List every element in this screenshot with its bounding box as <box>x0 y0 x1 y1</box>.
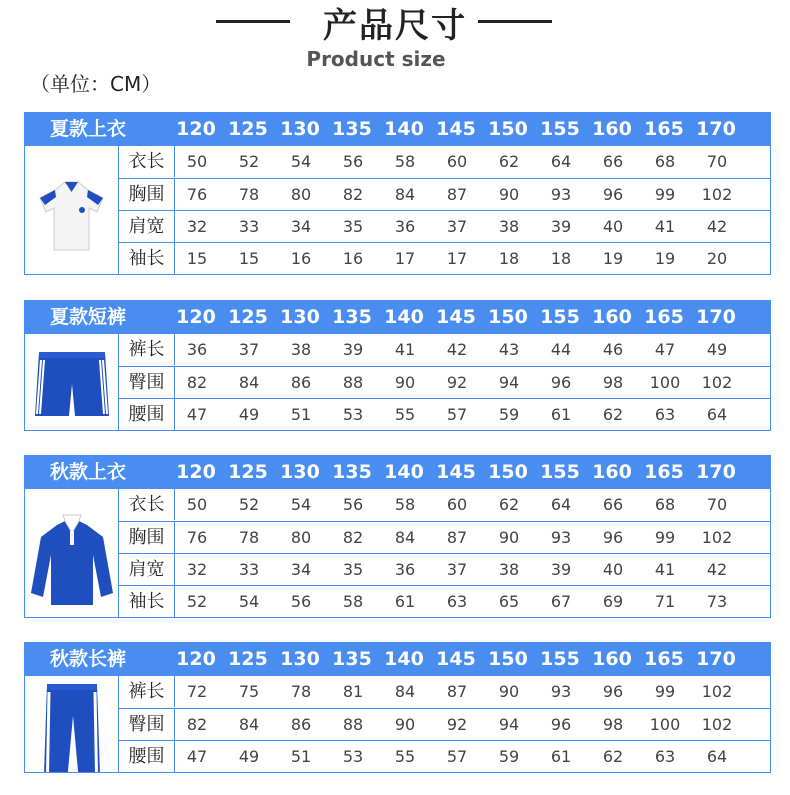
size-header-cell: 155 <box>540 461 580 483</box>
table-cell: 102 <box>701 715 733 734</box>
section-name: 秋款长裤 <box>49 648 126 670</box>
table-cell: 42 <box>706 217 728 236</box>
table-cell: 37 <box>446 560 468 579</box>
table-cell: 19 <box>654 249 676 268</box>
table-cell: 78 <box>238 528 260 547</box>
table-cell: 52 <box>238 152 260 171</box>
table-cell: 40 <box>602 217 624 236</box>
size-header-cell: 120 <box>176 461 216 483</box>
row-label: 肩宽 <box>119 211 175 242</box>
table-cell: 64 <box>550 152 572 171</box>
table-cell: 102 <box>701 528 733 547</box>
table-cell: 54 <box>290 495 312 514</box>
size-header-cell: 165 <box>644 118 684 140</box>
table-cell: 92 <box>446 715 468 734</box>
table-row <box>119 178 770 210</box>
size-header-cell: 130 <box>280 306 320 328</box>
table-cell: 70 <box>706 152 728 171</box>
table-cell: 34 <box>290 560 312 579</box>
row-label: 肩宽 <box>119 554 175 585</box>
size-header-cell: 155 <box>540 648 580 670</box>
table-cell: 70 <box>706 495 728 514</box>
table-cell: 47 <box>186 747 208 766</box>
table-cell: 49 <box>238 405 260 424</box>
table-cell: 58 <box>394 152 416 171</box>
size-header-cell: 160 <box>592 461 632 483</box>
table-cell: 87 <box>446 682 468 701</box>
table-cell: 61 <box>394 592 416 611</box>
row-label: 腰围 <box>119 399 175 430</box>
table-cell: 67 <box>550 592 572 611</box>
table-cell: 43 <box>498 340 520 359</box>
garment-image <box>25 676 119 772</box>
table-cell: 46 <box>602 340 624 359</box>
size-header-cell: 150 <box>488 118 528 140</box>
table-cell: 87 <box>446 528 468 547</box>
table-row <box>119 489 770 520</box>
table-cell: 102 <box>701 373 733 392</box>
size-header-cell: 125 <box>228 461 268 483</box>
table-cell: 58 <box>394 495 416 514</box>
table-cell: 58 <box>342 592 364 611</box>
table-cell: 56 <box>342 152 364 171</box>
table-cell: 59 <box>498 405 520 424</box>
table-cell: 44 <box>550 340 572 359</box>
table-row <box>119 740 770 772</box>
table-cell: 62 <box>602 405 624 424</box>
table-cell: 60 <box>446 495 468 514</box>
table-row <box>119 366 770 398</box>
table-cell: 93 <box>550 528 572 547</box>
table-cell: 96 <box>602 528 624 547</box>
table-cell: 98 <box>602 715 624 734</box>
size-header-cell: 130 <box>280 118 320 140</box>
table-cell: 82 <box>342 528 364 547</box>
table-cell: 38 <box>498 217 520 236</box>
size-header-cell: 145 <box>436 648 476 670</box>
size-header-cell: 155 <box>540 118 580 140</box>
table-cell: 80 <box>290 185 312 204</box>
table-cell: 93 <box>550 682 572 701</box>
unit-note: （单位：CM） <box>30 72 162 96</box>
size-header-cell: 145 <box>436 118 476 140</box>
table-cell: 41 <box>394 340 416 359</box>
size-header-cell: 135 <box>332 306 372 328</box>
size-header-cell: 150 <box>488 648 528 670</box>
page-title: 产品尺寸 <box>323 6 467 46</box>
table-cell: 76 <box>186 528 208 547</box>
table-cell: 100 <box>649 715 681 734</box>
section-header <box>24 642 771 676</box>
size-header-cell: 130 <box>280 461 320 483</box>
table-cell: 17 <box>394 249 416 268</box>
table-cell: 68 <box>654 495 676 514</box>
table-cell: 60 <box>446 152 468 171</box>
table-cell: 94 <box>498 373 520 392</box>
section-table <box>24 676 771 773</box>
table-cell: 88 <box>342 715 364 734</box>
table-cell: 41 <box>654 560 676 579</box>
table-cell: 84 <box>394 185 416 204</box>
table-cell: 16 <box>342 249 364 268</box>
table-cell: 73 <box>706 592 728 611</box>
table-cell: 53 <box>342 747 364 766</box>
size-header-cell: 150 <box>488 461 528 483</box>
size-header-cell: 155 <box>540 306 580 328</box>
table-cell: 64 <box>706 747 728 766</box>
size-header-cell: 170 <box>696 648 736 670</box>
table-cell: 90 <box>498 185 520 204</box>
table-cell: 64 <box>550 495 572 514</box>
size-header-cell: 160 <box>592 118 632 140</box>
table-cell: 53 <box>342 405 364 424</box>
table-cell: 47 <box>654 340 676 359</box>
table-cell: 102 <box>701 682 733 701</box>
size-header-cell: 170 <box>696 118 736 140</box>
size-header-cell: 125 <box>228 306 268 328</box>
table-cell: 18 <box>550 249 572 268</box>
size-header-cell: 145 <box>436 306 476 328</box>
table-cell: 54 <box>238 592 260 611</box>
table-cell: 42 <box>706 560 728 579</box>
table-cell: 62 <box>602 747 624 766</box>
table-cell: 82 <box>186 373 208 392</box>
size-header-cell: 170 <box>696 461 736 483</box>
table-cell: 57 <box>446 747 468 766</box>
table-cell: 86 <box>290 715 312 734</box>
table-cell: 102 <box>701 185 733 204</box>
table-cell: 88 <box>342 373 364 392</box>
table-cell: 84 <box>394 682 416 701</box>
section-table <box>24 489 771 618</box>
size-header-cell: 165 <box>644 461 684 483</box>
table-cell: 41 <box>654 217 676 236</box>
table-cell: 51 <box>290 747 312 766</box>
table-cell: 64 <box>706 405 728 424</box>
table-cell: 92 <box>446 373 468 392</box>
table-cell: 20 <box>706 249 728 268</box>
table-cell: 78 <box>238 185 260 204</box>
size-header-cell: 120 <box>176 306 216 328</box>
size-header-cell: 120 <box>176 648 216 670</box>
table-row <box>119 334 770 365</box>
table-cell: 56 <box>290 592 312 611</box>
table-cell: 37 <box>446 217 468 236</box>
table-cell: 80 <box>290 528 312 547</box>
table-cell: 62 <box>498 495 520 514</box>
page-subtitle: Product size <box>306 47 446 71</box>
size-header-cell: 135 <box>332 118 372 140</box>
table-cell: 59 <box>498 747 520 766</box>
table-cell: 39 <box>550 560 572 579</box>
table-cell: 37 <box>238 340 260 359</box>
row-label: 衣长 <box>119 146 175 177</box>
table-cell: 36 <box>394 217 416 236</box>
row-label: 裤长 <box>119 334 175 365</box>
table-cell: 78 <box>290 682 312 701</box>
table-row <box>119 585 770 617</box>
row-label: 袖长 <box>119 586 175 617</box>
row-label: 臀围 <box>119 367 175 398</box>
size-header-cell: 140 <box>384 461 424 483</box>
table-cell: 57 <box>446 405 468 424</box>
table-cell: 55 <box>394 405 416 424</box>
table-cell: 82 <box>186 715 208 734</box>
table-cell: 49 <box>238 747 260 766</box>
table-row <box>119 146 770 177</box>
size-header-cell: 165 <box>644 306 684 328</box>
garment-image <box>25 489 119 617</box>
table-cell: 76 <box>186 185 208 204</box>
table-cell: 51 <box>290 405 312 424</box>
table-cell: 17 <box>446 249 468 268</box>
table-cell: 38 <box>498 560 520 579</box>
table-cell: 49 <box>706 340 728 359</box>
table-cell: 63 <box>654 405 676 424</box>
row-label: 腰围 <box>119 741 175 772</box>
row-label: 臀围 <box>119 709 175 740</box>
table-cell: 90 <box>498 682 520 701</box>
table-cell: 71 <box>654 592 676 611</box>
table-cell: 61 <box>550 747 572 766</box>
table-cell: 81 <box>342 682 364 701</box>
table-cell: 39 <box>550 217 572 236</box>
table-cell: 75 <box>238 682 260 701</box>
table-cell: 69 <box>602 592 624 611</box>
table-cell: 86 <box>290 373 312 392</box>
table-cell: 32 <box>186 217 208 236</box>
size-header-cell: 140 <box>384 118 424 140</box>
table-cell: 54 <box>290 152 312 171</box>
table-cell: 38 <box>290 340 312 359</box>
table-cell: 42 <box>446 340 468 359</box>
table-cell: 55 <box>394 747 416 766</box>
row-label: 裤长 <box>119 676 175 707</box>
table-cell: 84 <box>238 715 260 734</box>
table-cell: 66 <box>602 152 624 171</box>
table-cell: 63 <box>654 747 676 766</box>
table-cell: 36 <box>186 340 208 359</box>
section-header <box>24 300 771 334</box>
section-header <box>24 112 771 146</box>
table-cell: 39 <box>342 340 364 359</box>
table-cell: 98 <box>602 373 624 392</box>
table-cell: 52 <box>186 592 208 611</box>
table-row <box>119 676 770 707</box>
size-header-cell: 140 <box>384 306 424 328</box>
table-cell: 90 <box>498 528 520 547</box>
table-row <box>119 708 770 740</box>
table-cell: 99 <box>654 528 676 547</box>
section-table <box>24 334 771 431</box>
size-header-cell: 130 <box>280 648 320 670</box>
table-cell: 40 <box>602 560 624 579</box>
size-header-cell: 165 <box>644 648 684 670</box>
size-header-cell: 140 <box>384 648 424 670</box>
table-row <box>119 398 770 430</box>
table-cell: 52 <box>238 495 260 514</box>
section-name: 夏款上衣 <box>49 118 126 140</box>
table-cell: 35 <box>342 560 364 579</box>
table-cell: 94 <box>498 715 520 734</box>
table-cell: 33 <box>238 217 260 236</box>
table-cell: 47 <box>186 405 208 424</box>
garment-image <box>25 146 119 274</box>
section-table <box>24 146 771 275</box>
table-cell: 96 <box>602 185 624 204</box>
table-cell: 36 <box>394 560 416 579</box>
table-row <box>119 242 770 274</box>
table-cell: 82 <box>342 185 364 204</box>
long-sleeve-polo-icon <box>31 515 113 605</box>
table-cell: 66 <box>602 495 624 514</box>
size-header-cell: 160 <box>592 306 632 328</box>
table-cell: 34 <box>290 217 312 236</box>
table-cell: 84 <box>238 373 260 392</box>
size-header-cell: 125 <box>228 648 268 670</box>
size-header-cell: 160 <box>592 648 632 670</box>
table-cell: 18 <box>498 249 520 268</box>
section-name: 秋款上衣 <box>49 461 126 483</box>
table-cell: 90 <box>394 373 416 392</box>
table-row <box>119 210 770 242</box>
table-cell: 62 <box>498 152 520 171</box>
table-cell: 61 <box>550 405 572 424</box>
table-row <box>119 521 770 553</box>
table-row <box>119 553 770 585</box>
size-header-cell: 170 <box>696 306 736 328</box>
table-cell: 72 <box>186 682 208 701</box>
table-cell: 84 <box>394 528 416 547</box>
shorts-icon <box>35 352 109 416</box>
table-cell: 68 <box>654 152 676 171</box>
row-label: 胸围 <box>119 522 175 553</box>
table-cell: 63 <box>446 592 468 611</box>
row-label: 胸围 <box>119 179 175 210</box>
short-sleeve-polo-icon <box>40 182 103 250</box>
table-cell: 90 <box>394 715 416 734</box>
row-label: 袖长 <box>119 243 175 274</box>
table-cell: 50 <box>186 495 208 514</box>
table-cell: 35 <box>342 217 364 236</box>
size-header-cell: 120 <box>176 118 216 140</box>
table-cell: 93 <box>550 185 572 204</box>
size-header-cell: 135 <box>332 461 372 483</box>
table-cell: 99 <box>654 682 676 701</box>
table-cell: 99 <box>654 185 676 204</box>
long-pants-icon <box>43 684 101 772</box>
table-cell: 33 <box>238 560 260 579</box>
size-header-cell: 135 <box>332 648 372 670</box>
table-cell: 32 <box>186 560 208 579</box>
table-cell: 96 <box>550 715 572 734</box>
size-header-cell: 150 <box>488 306 528 328</box>
table-cell: 50 <box>186 152 208 171</box>
table-cell: 56 <box>342 495 364 514</box>
table-cell: 65 <box>498 592 520 611</box>
table-cell: 15 <box>238 249 260 268</box>
size-header-cell: 125 <box>228 118 268 140</box>
table-cell: 16 <box>290 249 312 268</box>
row-label: 衣长 <box>119 489 175 520</box>
table-cell: 19 <box>602 249 624 268</box>
section-header <box>24 455 771 489</box>
section-name: 夏款短裤 <box>49 306 126 328</box>
table-cell: 100 <box>649 373 681 392</box>
table-cell: 96 <box>550 373 572 392</box>
garment-image <box>25 334 119 430</box>
table-cell: 15 <box>186 249 208 268</box>
size-header-cell: 145 <box>436 461 476 483</box>
table-cell: 96 <box>602 682 624 701</box>
table-cell: 87 <box>446 185 468 204</box>
title-line-right <box>478 20 552 23</box>
